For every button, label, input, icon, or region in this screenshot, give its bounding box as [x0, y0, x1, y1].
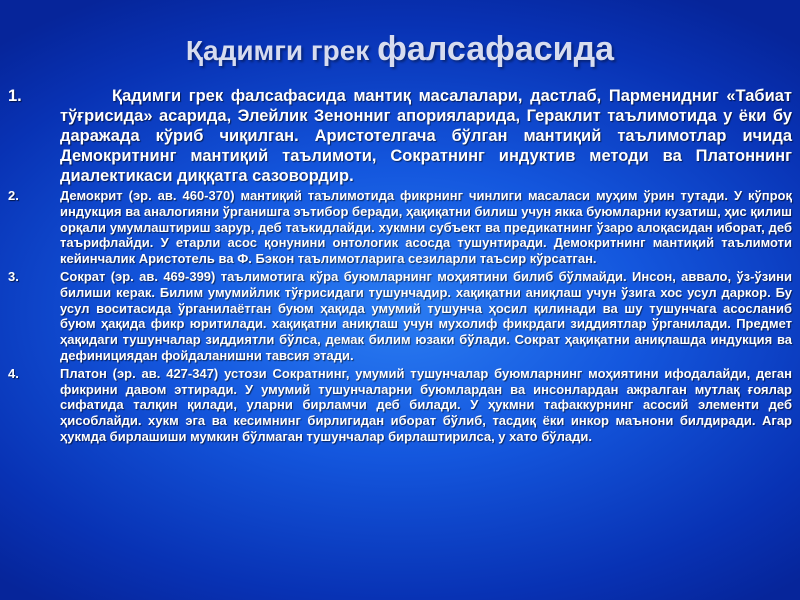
list-item-text: Демокрит (эр. ав. 460-370) мантиқий таълимотида фикрнинг чинлиги масаласи муҳим ўрин тутади. У кўпроқ индукция ва аналогияни ўрганишга эътибор беради, ҳақиқатни билиш учун якка буюмларни кузатиш, ҳис қилиш орқали умумлаштириш зарур, деб таъкидлайди. хукмни субъект ва предикатнинг ўзаро алоқасидан иборат, деб таърифлайди. У етарли асос қонунини онтологик асосда тушунтиради. Демокритнинг мантиқий таълимоти кейинчалик Аристотель ва Ф. Бэкон таълимотларига сезиларли таъсир кўрсатган. [60, 188, 792, 267]
list-item-text [60, 86, 792, 186]
slide-title-part2: фалсафасида [377, 30, 615, 68]
list-item-text: Сократ (эр. ав. 469-399) таълимотига кўра буюмларнинг моҳиятини билиб бўлмайди. Инсон, аввало, ўз-ўзини билиши керак. Билим умумийлик тўғрисидаги тушунчадир. хақиқатни аниқлаш учун ўзига хос усул даркор. Бу усул воситасида ўрганилаётган буюм ҳақида умумий тушунча ҳосил қилинади ва шу тушунчага асосланиб буюм ҳақида фикр юритилади. хақиқатни аниқлаш учун мухолиф фикрдаги зиддиятлар ўрганилади. Предмет ҳақидаги тушунчалар зиддиятли бўлса, демак билим юзаки бўлади. Сократ ҳақиқатни аниқлашда индукция ва дефинициядан фойдаланишни тавсия этади. [60, 268, 792, 363]
list-item-number: 3. [8, 268, 19, 284]
list-item [8, 366, 792, 445]
numbered-list [8, 86, 792, 445]
slide-title-part1: Қадимги грек [185, 35, 378, 66]
slide-title [0, 30, 800, 69]
list-item [8, 86, 792, 186]
list-item-number: 4. [8, 365, 19, 381]
list-item-number: 2. [8, 188, 19, 203]
list-item [8, 188, 792, 267]
list-item-text-content: Қадимги грек фалсафасида мантиқ масалалари, дастлаб, Парменидниг «Табиат тўғрисида» асарида, Элейлик Зенонниг апорияларида, Гераклит таълимотида у ёки бу даражада кўриб чиқилган. Аристотелгача бўлган мантиқий таълимотлар ичида Демокритнинг мантиқий таълимоти, Сократнинг индуктив методи ва Платоннинг диалектикаси диққатга сазовордир. [60, 87, 792, 185]
list-item [8, 269, 792, 364]
list-item-text: Платон (эр. ав. 427-347) устози Сократнинг, умумий тушунчалар буюмларнинг моҳиятини ифодалайди, деган фикрини давом эттиради. У умумий тушунчаларни буюмлардан ва инсонлардан ажралган мутлақ ғоялар сифатида талқин қилади, уларни бирламчи деб билади. У ҳукмни тафаккурнинг асосий элементи деб ҳисоблайди. хукм эга ва кесимнинг бирлигидан иборат бўлиб, тасдиқ ёки инкор маънони билдиради. Агар ҳукмда бирлашиши мумкин бўлмаган тушунчалар бирлаштирилса, у хато бўлади. [60, 365, 792, 444]
list-item-number: 1. [8, 87, 22, 105]
